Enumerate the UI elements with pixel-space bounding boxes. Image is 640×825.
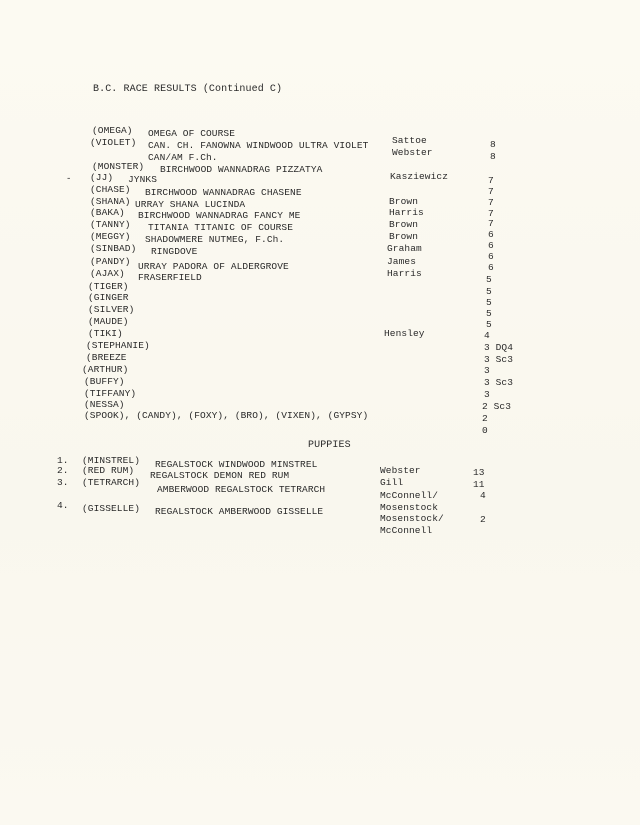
- result-points: 6: [488, 229, 494, 240]
- result-owner: Brown: [389, 196, 419, 207]
- result-call: (TIKI): [88, 328, 123, 339]
- result-call: (VIOLET): [90, 137, 137, 148]
- result-name: CAN. CH. FANOWNA WINDWOOD ULTRA VIOLET: [148, 140, 369, 151]
- puppy-name: REGALSTOCK DEMON RED RUM: [150, 470, 290, 481]
- result-points: 3: [484, 365, 490, 376]
- puppy-place: 3.: [57, 477, 69, 488]
- result-points: 7: [488, 218, 494, 229]
- result-points: 7: [488, 208, 494, 219]
- result-call: (CHASE): [90, 184, 131, 195]
- result-points: 7: [488, 197, 494, 208]
- result-points: 5: [486, 274, 492, 285]
- result-name: BIRCHWOOD WANNADRAG PIZZATYA: [160, 164, 323, 175]
- puppy-place: 2.: [57, 465, 69, 476]
- result-name: FRASERFIELD: [138, 272, 202, 283]
- result-points: 2 Sc3: [482, 401, 512, 412]
- puppies-heading: PUPPIES: [308, 440, 351, 451]
- puppy-call: (TETRARCH): [82, 477, 141, 488]
- result-points: 3 Sc3: [484, 377, 514, 388]
- puppy-name: AMBERWOOD REGALSTOCK TETRARCH: [157, 484, 326, 495]
- puppy-place: 1.: [57, 455, 69, 466]
- puppy-points: 11: [473, 479, 485, 490]
- result-points: 6: [488, 240, 494, 251]
- result-call: (PANDY): [90, 256, 131, 267]
- result-points: 3 Sc3: [484, 354, 514, 365]
- puppy-owner: Mosenstock/: [380, 513, 444, 524]
- result-call: (MONSTER): [92, 161, 145, 172]
- result-points: 5: [486, 286, 492, 297]
- result-call: (TIFFANY): [84, 388, 137, 399]
- result-points: 5: [486, 297, 492, 308]
- margin-mark: -: [66, 174, 72, 184]
- result-call: (TANNY): [90, 219, 131, 230]
- puppy-owner: Gill: [380, 477, 404, 488]
- result-name: RINGDOVE: [151, 246, 198, 257]
- result-points: 6: [488, 262, 494, 273]
- puppy-call: (MINSTREL): [82, 455, 141, 466]
- result-call: (SILVER): [88, 304, 135, 315]
- result-points: 6: [488, 251, 494, 262]
- result-call: (MAUDE): [88, 316, 129, 327]
- result-call: (GINGER: [88, 292, 129, 303]
- result-points: 4: [484, 330, 490, 341]
- puppy-points: 4: [480, 490, 486, 501]
- result-call: (SINBAD): [90, 243, 137, 254]
- puppy-name: REGALSTOCK WINDWOOD MINSTREL: [155, 459, 318, 470]
- result-points: 3: [484, 389, 490, 400]
- result-owner: Harris: [389, 207, 424, 218]
- result-name: OMEGA OF COURSE: [148, 128, 236, 139]
- result-call: (SHANA): [90, 196, 131, 207]
- result-call: (JJ): [90, 172, 114, 183]
- result-owner: Harris: [387, 268, 422, 279]
- result-call: (TIGER): [88, 281, 129, 292]
- puppy-place: 4.: [57, 500, 69, 511]
- result-call: (BREEZE: [86, 352, 127, 363]
- result-call: (MEGGY): [90, 231, 131, 242]
- puppy-owner: Webster: [380, 465, 421, 476]
- result-points: 3 DQ4: [484, 342, 514, 353]
- result-points: 2: [482, 413, 488, 424]
- result-name: BIRCHWOOD WANNADRAG CHASENE: [145, 187, 302, 198]
- result-call: (STEPHANIE): [86, 340, 150, 351]
- result-owner: Graham: [387, 243, 422, 254]
- puppy-owner: McConnell/: [380, 490, 439, 501]
- puppy-owner: McConnell: [380, 525, 433, 536]
- result-name: URRAY PADORA OF ALDERGROVE: [138, 261, 289, 272]
- result-owner: Brown: [389, 219, 419, 230]
- result-call: (BUFFY): [84, 376, 125, 387]
- result-points: 0: [482, 425, 488, 436]
- result-call: (OMEGA): [92, 125, 133, 136]
- result-name: JYNKS: [128, 174, 158, 185]
- result-call: (NESSA): [84, 399, 125, 410]
- puppy-call: (GISSELLE): [82, 503, 141, 514]
- result-call: (SPOOK), (CANDY), (FOXY), (BRO), (VIXEN), (GYPSY): [84, 410, 369, 421]
- result-points: 7: [488, 186, 494, 197]
- puppy-call: (RED RUM): [82, 465, 135, 476]
- result-call: (AJAX): [90, 268, 125, 279]
- result-points: 5: [486, 319, 492, 330]
- result-points: 8: [490, 139, 496, 150]
- result-name: URRAY SHANA LUCINDA: [135, 199, 246, 210]
- result-name: TITANIA TITANIC OF COURSE: [148, 222, 294, 233]
- puppy-owner: Mosenstock: [380, 502, 439, 513]
- result-owner: Webster: [392, 147, 433, 158]
- puppy-points: 2: [480, 514, 486, 525]
- result-points: 5: [486, 308, 492, 319]
- result-owner: Brown: [389, 231, 419, 242]
- puppy-name: REGALSTOCK AMBERWOOD GISSELLE: [155, 506, 324, 517]
- result-name: BIRCHWOOD WANNADRAG FANCY ME: [138, 210, 301, 221]
- result-points: 8: [490, 151, 496, 162]
- puppy-points: 13: [473, 467, 485, 478]
- result-owner: James: [387, 256, 417, 267]
- result-call: (BAKA): [90, 207, 125, 218]
- result-owner: Kasziewicz: [390, 171, 449, 182]
- result-name: SHADOWMERE NUTMEG, F.Ch.: [145, 234, 285, 245]
- result-owner: Sattoe: [392, 135, 427, 146]
- result-points: 7: [488, 175, 494, 186]
- result-name: CAN/AM F.Ch.: [148, 152, 218, 163]
- result-call: (ARTHUR): [82, 364, 129, 375]
- document-title: B.C. RACE RESULTS (Continued C): [93, 84, 283, 95]
- result-owner: Hensley: [384, 328, 425, 339]
